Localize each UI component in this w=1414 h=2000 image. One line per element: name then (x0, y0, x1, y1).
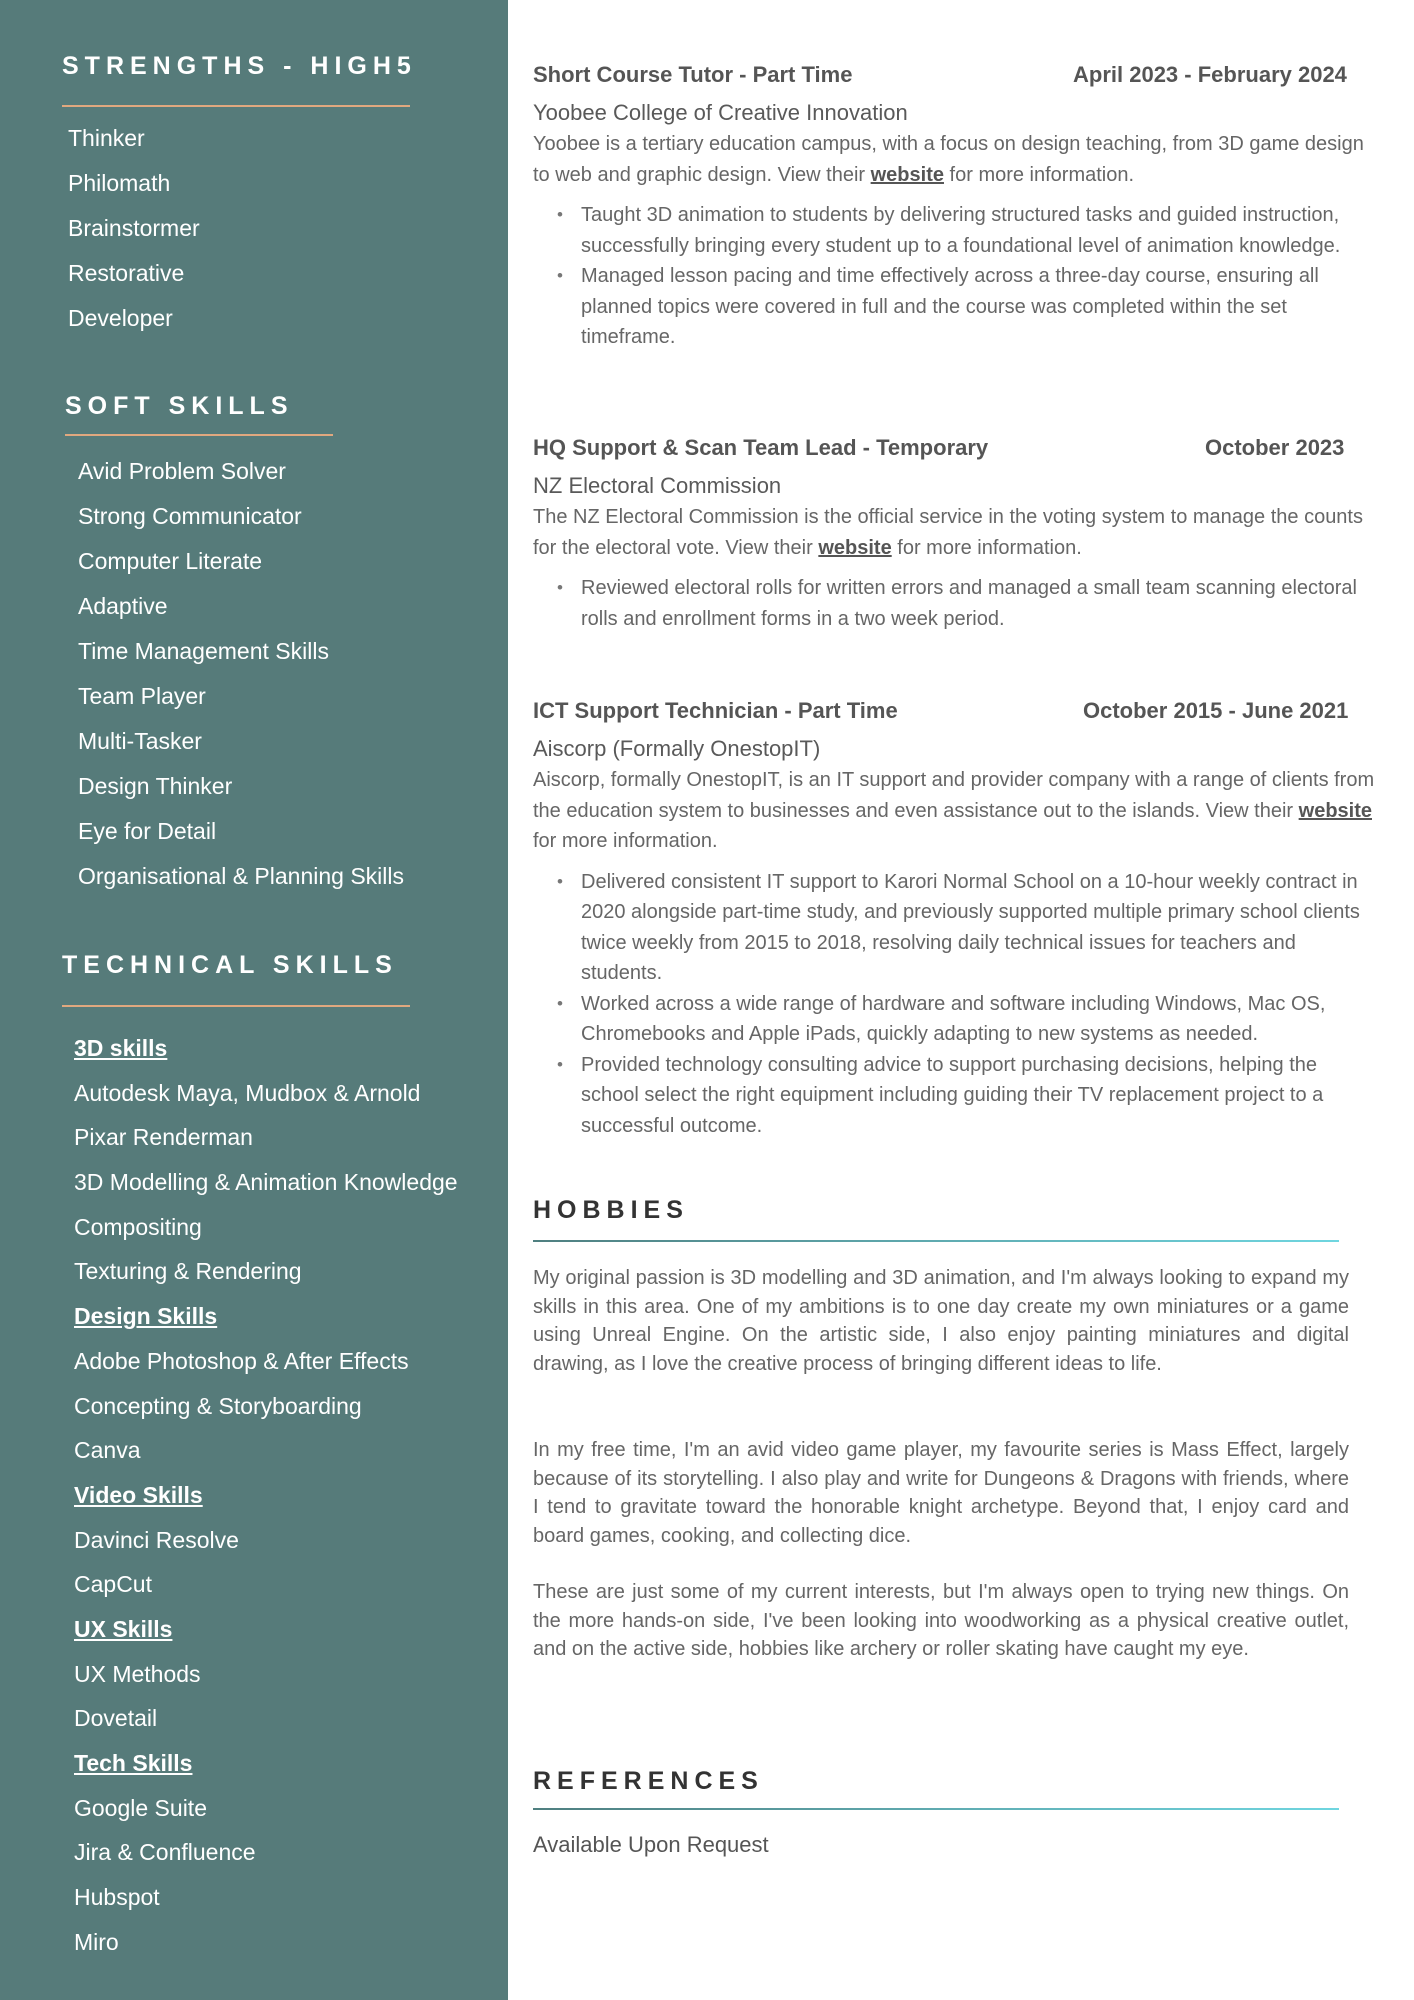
job-company: Aiscorp (Formally OnestopIT) (533, 736, 821, 761)
job-description-text: Aiscorp, formally OnestopIT, is an IT support and provider company with a range of clients from the education system to businesses and even assistance out to the islands. View their (533, 769, 1375, 822)
job-company: NZ Electoral Commission (533, 473, 782, 498)
technical-skills-divider (62, 1005, 410, 1007)
job-description (533, 765, 1378, 857)
job-entry (533, 698, 1378, 1141)
strengths-list (68, 116, 200, 341)
soft-skill-item: Eye for Detail (78, 818, 217, 844)
references-text: Available Upon Request (533, 1832, 769, 1857)
hobby-paragraph: These are just some of my current interests, but I'm always open to trying new things. On the more hands-on side, I've been looking into woodworking as a physical creative outlet, and on the active side, hobbies like archery or roller skating have caught my eye. (533, 1581, 1349, 1660)
technical-skill-item: Jira & Confluence (74, 1839, 256, 1866)
references-divider (533, 1808, 1339, 1810)
job-title: HQ Support & Scan Team Lead - Temporary (533, 435, 989, 460)
hobbies-heading: HOBBIES (533, 1196, 689, 1224)
strengths-heading: STRENGTHS - HIGH5 (62, 52, 417, 80)
soft-skills-list (78, 449, 404, 899)
soft-skill-item: Avid Problem Solver (78, 458, 286, 484)
technical-skills-heading: TECHNICAL SKILLS (62, 951, 398, 979)
technical-skill-item: CapCut (74, 1571, 152, 1598)
strength-item: Developer (68, 305, 173, 331)
hobby-paragraph: My original passion is 3D modelling and 3D animation, and I'm always looking to expand my skills in this area. One of my ambitions is to one day create my own miniatures or a game using Unreal Engine. On the artistic side, I also enjoy painting miniatures and digital drawing, as I love the creative process of bringing different ideas to life. (533, 1267, 1349, 1375)
technical-skill-item: Dovetail (74, 1705, 158, 1732)
job-bullet: • Delivered consistent IT support to Karori Normal School on a 10-hour weekly contract in 2020 alongside part-time study, and previously supported multiple primary school clients twice weekly from 2015 to 2018, resolving daily technical issues for teachers and students. (533, 867, 1378, 989)
technical-skill-item: Miro (74, 1928, 119, 1955)
job-header (533, 435, 1378, 467)
job-title: ICT Support Technician - Part Time (533, 698, 898, 723)
job-bullet: • Managed lesson pacing and time effectively across a three-day course, ensuring all planned topics were covered in full and the course was completed within the set timeframe. (533, 261, 1378, 353)
website-link[interactable]: website (818, 536, 892, 559)
technical-skill-item: Davinci Resolve (74, 1526, 239, 1553)
technical-skill-item: Concepting & Storyboarding (74, 1392, 362, 1419)
technical-skill-item: Compositing (74, 1213, 202, 1240)
skill-category: Design Skills (74, 1303, 218, 1330)
job-description-tail: for more information. (943, 163, 1135, 186)
technical-skill-item: Autodesk Maya, Mudbox & Arnold (74, 1079, 421, 1106)
job-bullet: • Worked across a wide range of hardware and software including Windows, Mac OS, Chromebooks and Apple iPads, quickly adapting to new systems as needed. (533, 989, 1378, 1050)
job-company: Yoobee College of Creative Innovation (533, 100, 908, 125)
technical-skill-item: Canva (74, 1437, 141, 1464)
skill-category: UX Skills (74, 1615, 173, 1642)
soft-skill-item: Computer Literate (78, 548, 263, 574)
job-description (533, 129, 1378, 190)
soft-skill-item: Time Management Skills (78, 638, 329, 664)
skill-category: 3D skills (74, 1035, 168, 1061)
job-description-text: The NZ Electoral Commission is the official service in the voting system to manage the counts for the electoral vote. View their (533, 506, 1363, 559)
soft-skill-item: Team Player (78, 683, 206, 709)
job-dates: October 2015 - June 2021 (1083, 698, 1349, 723)
job-bullets (533, 867, 1378, 1142)
job-bullet: • Provided technology consulting advice to support purchasing decisions, helping the school select the right equipment including guiding their TV replacement project to a successful outcome. (533, 1050, 1378, 1142)
technical-skill-item: Texturing & Rendering (74, 1258, 302, 1285)
strengths-divider (62, 105, 410, 107)
references-heading: REFERENCES (533, 1767, 764, 1795)
strength-item: Philomath (68, 170, 171, 196)
technical-skill-item: Hubspot (74, 1884, 160, 1911)
soft-skill-item: Multi-Tasker (78, 728, 202, 754)
job-entry (533, 435, 1378, 634)
technical-skill-item: UX Methods (74, 1660, 201, 1687)
job-header (533, 698, 1378, 730)
technical-skill-item: Google Suite (74, 1794, 207, 1821)
job-title: Short Course Tutor - Part Time (533, 62, 853, 87)
job-bullets (533, 200, 1378, 353)
soft-skills-divider (65, 434, 333, 436)
strength-item: Thinker (68, 125, 145, 151)
job-header (533, 62, 1378, 94)
skill-category: Tech Skills (74, 1750, 193, 1776)
job-bullet: • Taught 3D animation to students by delivering structured tasks and guided instruction, successfully bringing every student up to a foundational level of animation knowledge. (533, 200, 1378, 261)
job-dates: October 2023 (1205, 435, 1345, 460)
soft-skill-item: Design Thinker (78, 773, 233, 799)
job-description-tail: for more information. (891, 536, 1082, 559)
sidebar (0, 0, 508, 2000)
skill-category: Video Skills (74, 1481, 203, 1508)
website-link[interactable]: website (1298, 799, 1372, 822)
soft-skills-heading: SOFT SKILLS (65, 392, 294, 420)
soft-skill-item: Strong Communicator (78, 503, 302, 529)
job-description-text: Yoobee is a tertiary education campus, with a focus on design teaching, from 3D game design to web and graphic design. View their (533, 133, 1364, 186)
technical-skill-item: Adobe Photoshop & After Effects (74, 1347, 409, 1374)
website-link[interactable]: website (870, 163, 944, 186)
soft-skill-item: Adaptive (78, 593, 168, 619)
job-description-tail: for more information. (533, 830, 718, 852)
technical-skills-list (74, 1026, 458, 1964)
technical-skill-item: 3D Modelling & Animation Knowledge (74, 1169, 458, 1196)
hobby-paragraph: In my free time, I'm an avid video game player, my favourite series is Mass Effect, largely because of its storytelling. I also play and write for Dungeons & Dragons with friends, where I tend to gravitate toward the honorable knight archetype. Beyond that, I enjoy card and board games, cooking, and collecting dice. (533, 1439, 1349, 1547)
job-bullets (533, 573, 1378, 634)
job-entry (533, 62, 1378, 353)
job-bullet: • Reviewed electoral rolls for written errors and managed a small team scanning electoral rolls and enrollment forms in a two week period. (533, 573, 1378, 634)
job-dates: April 2023 - February 2024 (1073, 62, 1347, 87)
strength-item: Restorative (68, 260, 185, 286)
strength-item: Brainstormer (68, 215, 200, 241)
technical-skill-item: Pixar Renderman (74, 1124, 253, 1151)
hobbies-divider (533, 1240, 1339, 1242)
job-description (533, 502, 1378, 563)
soft-skill-item: Organisational & Planning Skills (78, 863, 405, 889)
